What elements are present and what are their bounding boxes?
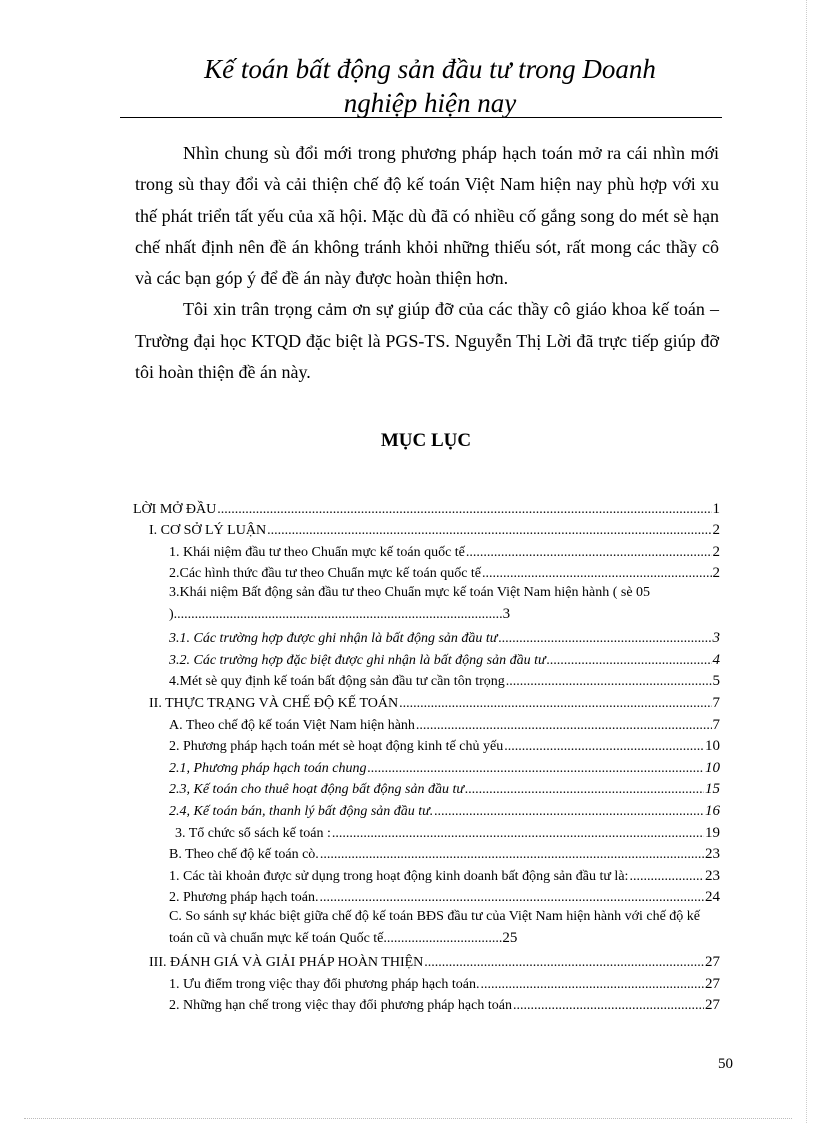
toc-label: 3.1. Các trường hợp được ghi nhận là bất động sản đầu tư <box>169 631 498 647</box>
toc-page: 5 <box>712 673 720 690</box>
toc-label: C. So sánh sự khác biệt giữa chế độ kế toán BĐS đầu tư của Việt Nam hiện hành với chế độ kế toán cũ và chuẩn mực kế toán Quốc tế <box>169 909 701 946</box>
toc-row <box>133 906 720 949</box>
toc-leader <box>629 869 704 885</box>
toc-page: 3 <box>712 630 720 647</box>
toc-leader <box>424 955 704 971</box>
toc-label: A. Theo chế độ kế toán Việt Nam hiện hành <box>169 717 415 733</box>
toc-row <box>133 626 720 648</box>
toc-label: I. CƠ SỞ LÝ LUẬN <box>149 523 267 539</box>
intro-paragraph-1: Nhìn chung sù đổi mới trong phương pháp hạch toán mở ra cái nhìn mới trong sù thay đổi và cải thiện chế độ kế toán Việt Nam hiện nay phù hợp với xu thế phát triển tất yếu của xã hội. Mặc dù đã có nhiều cố gắng song do mét sè hạn chế nhất định nên đề án không tránh khỏi những thiếu sót, rất mong các thầy cô và các bạn góp ý để đề án này được hoàn thiện hơn. <box>135 143 719 289</box>
toc-row <box>133 690 720 712</box>
toc-label: II. THỰC TRẠNG VÀ CHẾ ĐỘ KẾ TOÁN <box>149 695 399 711</box>
toc-page: 4 <box>712 651 720 668</box>
toc-page: 1 <box>712 500 720 517</box>
toc-row <box>133 712 720 734</box>
toc-row <box>133 755 720 777</box>
toc-label: LỜI MỞ ĐẦU <box>133 501 217 517</box>
toc-label: 2.3, Kế toán cho thuê hoạt động bất động sản đầu tư <box>169 782 465 798</box>
toc-label: 3.Khái niệm Bất động sản đầu tư theo Chuẩn mực kế toán Việt Nam hiện hành ( sè 05 ) <box>169 585 651 622</box>
toc-page: 2 <box>712 522 720 539</box>
toc-label: 3.2. Các trường hợp đặc biệt được ghi nhận là bất động sản đầu tư <box>169 652 546 668</box>
toc-row <box>133 734 720 756</box>
toc-page: 24 <box>705 889 720 906</box>
toc-row <box>133 798 720 820</box>
page-number: 50 <box>718 1056 733 1072</box>
toc-page: 16 <box>705 802 720 819</box>
toc-leader: .................................. <box>383 930 503 946</box>
toc-label: 2. Những hạn chế trong việc thay đổi phương pháp hạch toán <box>169 998 512 1014</box>
toc-row <box>133 993 720 1015</box>
toc-leader <box>504 739 704 755</box>
toc-leader <box>399 696 711 712</box>
toc-label: 2.4, Kế toán bán, thanh lý bất động sản đầu tư. <box>169 803 434 819</box>
toc-leader: .............................................................................................. <box>173 606 503 622</box>
toc-label: 2. Phương pháp hạch toán mét sè hoạt động kinh tế chủ yếu <box>169 739 504 755</box>
intro-text <box>135 138 719 388</box>
toc-page: 3 <box>502 605 511 622</box>
toc-leader <box>482 566 711 582</box>
toc-row <box>133 539 720 561</box>
toc-leader <box>465 782 704 798</box>
toc-leader <box>434 804 704 820</box>
toc-row <box>133 518 720 540</box>
toc-row <box>133 842 720 864</box>
toc-leader <box>267 523 711 539</box>
toc-page: 2 <box>712 565 720 582</box>
toc-label: 2.1, Phương pháp hạch toán chung <box>169 760 367 776</box>
toc-row <box>133 949 720 971</box>
toc-leader <box>506 674 712 690</box>
toc-leader <box>480 977 704 993</box>
toc-page: 23 <box>705 867 720 884</box>
toc-label: 3. Tổ chức sổ sách kế toán : <box>175 825 331 841</box>
toc-leader <box>498 631 711 647</box>
toc-page: 27 <box>705 954 720 971</box>
toc-label: 2.Các hình thức đầu tư theo Chuẩn mực kế toán quốc tế <box>169 566 482 582</box>
toc-label: 1. Các tài khoản được sử dụng trong hoạt động kinh doanh bất động sản đầu tư là: <box>169 868 629 884</box>
document-title <box>130 52 730 120</box>
intro-paragraph-2: Tôi xin trân trọng cảm ơn sự giúp đỡ của các thầy cô giáo khoa kế toán – Trường đại học KTQD đặc biệt là PGS-TS. Nguyễn Thị Lời đã trực tiếp giúp đỡ tôi hoàn thiện đề án này. <box>135 299 719 383</box>
toc-page: 10 <box>705 738 720 755</box>
title-line-2: nghiệp hiện nay <box>343 88 517 118</box>
toc-row <box>133 863 720 885</box>
toc-label: B. Theo chế độ kế toán cò. <box>169 847 319 863</box>
toc-row <box>133 820 720 842</box>
toc-label: 2. Phương pháp hạch toán. <box>169 890 319 906</box>
toc-page: 23 <box>705 846 720 863</box>
toc-leader <box>547 653 712 669</box>
toc-leader <box>416 718 712 734</box>
toc-leader <box>217 502 711 518</box>
toc-page: 10 <box>705 759 720 776</box>
toc-page: 2 <box>712 543 720 560</box>
toc-leader <box>367 761 704 777</box>
toc-title: MỤC LỤC <box>380 430 472 451</box>
toc-row <box>133 885 720 907</box>
toc-row <box>133 669 720 691</box>
toc-leader <box>320 847 704 863</box>
header-rule <box>120 117 722 118</box>
toc-label: III. ĐÁNH GIÁ VÀ GIẢI PHÁP HOÀN THIỆN <box>149 955 424 971</box>
toc-row <box>133 647 720 669</box>
toc-label: 1. Ưu điểm trong việc thay đổi phương pháp hạch toán. <box>169 976 480 992</box>
toc-page: 19 <box>705 824 720 841</box>
toc-page: 27 <box>705 975 720 992</box>
toc-leader <box>332 826 704 842</box>
page-border-bottom <box>24 1118 792 1119</box>
toc-leader <box>320 890 704 906</box>
table-of-contents <box>133 496 720 1014</box>
toc-label: 1. Khái niệm đầu tư theo Chuẩn mực kế toán quốc tế <box>169 544 465 560</box>
toc-page: 7 <box>712 716 720 733</box>
toc-page: 15 <box>705 781 720 798</box>
title-line-1: Kế toán bất động sản đầu tư trong Doanh <box>204 54 656 84</box>
toc-page: 25 <box>502 929 518 946</box>
toc-row <box>133 971 720 993</box>
toc-row <box>133 496 720 518</box>
toc-leader <box>513 998 704 1014</box>
page-border-right <box>806 0 807 1123</box>
toc-leader <box>466 545 712 561</box>
toc-row <box>133 777 720 799</box>
toc-page: 27 <box>705 997 720 1014</box>
toc-row <box>133 582 720 625</box>
toc-page: 7 <box>712 694 720 711</box>
toc-row <box>133 561 720 583</box>
toc-label: 4.Mét sè quy định kế toán bất động sản đầu tư cần tôn trọng <box>169 674 505 690</box>
